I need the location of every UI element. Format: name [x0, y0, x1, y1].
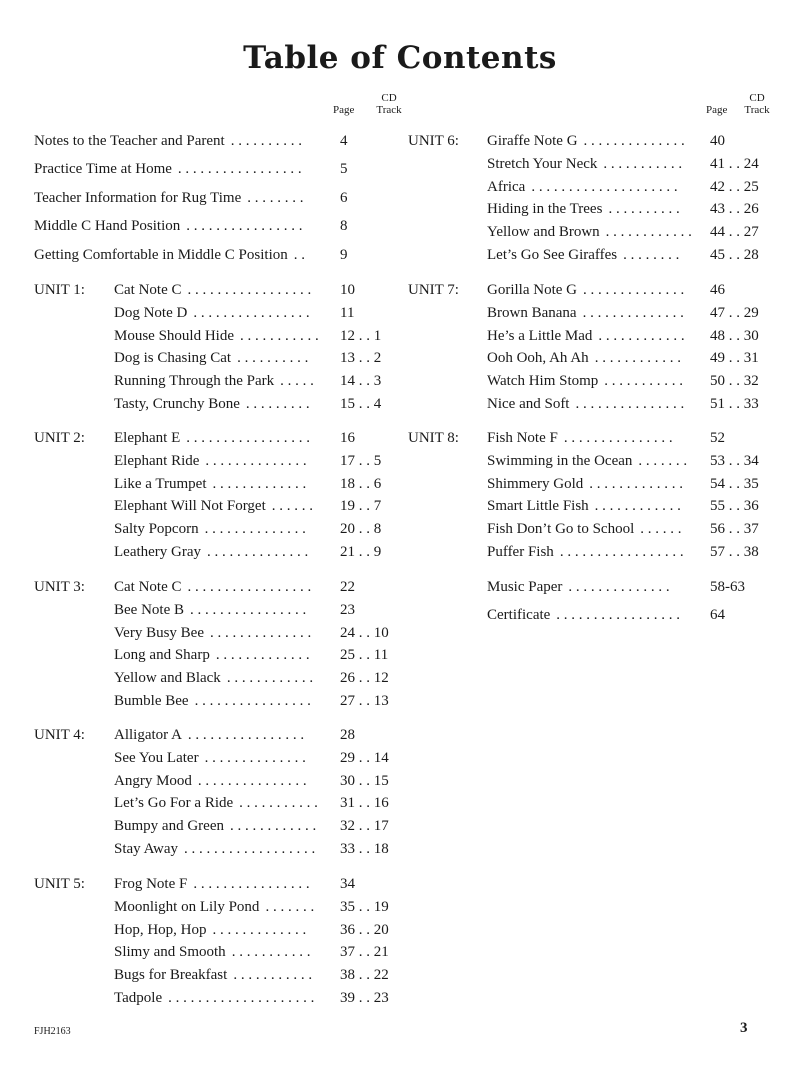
header-page-right: Page [706, 104, 728, 116]
toc-entry-title: Slimy and Smooth [114, 944, 226, 961]
toc-entry-leader: . . . . . . . . . . . . [594, 350, 681, 367]
toc-entry-leader: . . . . . . . . . . . . [594, 498, 681, 515]
toc-entry [487, 371, 761, 391]
toc-entry-title: Moonlight on Lily Pond [114, 898, 260, 915]
toc-entry [487, 303, 761, 323]
toc-entry [487, 451, 761, 471]
unit-label: UNIT 7: [408, 282, 459, 298]
toc-entry-page: 27 . . 13 [340, 693, 389, 709]
toc-entry-title: Dog is Chasing Cat [114, 350, 232, 367]
toc-entry [487, 177, 761, 197]
toc-entry-page: 6 [340, 190, 348, 206]
toc-entry-page: 24 . . 10 [340, 624, 389, 641]
toc-entry-leader: . . . . . . . . . . . . . . . [197, 772, 307, 789]
toc-entry-leader: . . . . . . . . . . [237, 350, 309, 367]
toc-entry-leader: . . . . . . . [265, 898, 315, 915]
toc-entry-leader: . . . . . . . . . . . . . [215, 647, 310, 664]
toc-entry [487, 131, 727, 151]
toc-entry-leader: . . . . . . . . . . . . . . [204, 521, 306, 538]
toc-entry-title: Elephant Ride [114, 452, 200, 469]
toc-entry-title: Watch Him Stomp [487, 373, 599, 390]
toc-entry-leader: . . . . . . . . . . . . . . [583, 133, 685, 149]
toc-entry-title: Salty Popcorn [114, 521, 199, 538]
toc-entry-title: Africa [487, 178, 526, 195]
toc-entry-leader: . . . . . . . . . . . . . . [568, 579, 670, 595]
toc-entry-title: Tadpole [114, 990, 163, 1006]
toc-entry-page: 37 . . 21 [340, 944, 389, 961]
toc-entry [114, 600, 357, 620]
toc-entry-leader: . . . . . . . . . . . . . . . . . . . . [168, 990, 315, 1006]
toc-entry-page: 31 . . 16 [340, 795, 389, 812]
toc-entry [114, 280, 357, 300]
toc-entry [114, 793, 391, 813]
toc-entry [487, 199, 761, 219]
header-track-left [369, 92, 409, 116]
toc-entry [114, 519, 383, 539]
toc-entry-page: 64 [710, 607, 725, 623]
toc-entry-leader: . . . . . . . . [623, 247, 680, 263]
toc-entry [114, 874, 357, 894]
toc-entry-title: Hiding in the Trees [487, 201, 603, 218]
toc-entry-title: See You Later [114, 749, 199, 766]
toc-entry [114, 897, 391, 917]
toc-entry [114, 965, 391, 985]
toc-entry-page: 35 . . 19 [340, 898, 389, 915]
toc-entry-leader: . . . . . . . . . . . . . . . . . [187, 579, 312, 595]
unit-label: UNIT 2: [34, 430, 85, 446]
toc-entry [114, 542, 383, 562]
toc-entry-page: 44 . . 27 [710, 224, 759, 241]
toc-entry-title: Cat Note C [114, 282, 182, 298]
toc-entry-title: Nice and Soft [487, 396, 570, 412]
toc-entry-page: 38 . . 22 [340, 967, 389, 984]
toc-entry-title: Hop, Hop, Hop [114, 921, 207, 938]
toc-entry-title: Dog Note D [114, 304, 188, 321]
unit-label: UNIT 4: [34, 727, 85, 743]
toc-entry-leader: . . . . . [280, 373, 314, 390]
toc-entry [487, 222, 761, 242]
toc-entry-title: Smart Little Fish [487, 498, 589, 515]
toc-entry [114, 942, 391, 962]
toc-entry-page: 49 . . 31 [710, 350, 759, 367]
toc-entry [114, 668, 391, 688]
toc-entry-page: 4 [340, 133, 348, 149]
toc-entry [34, 245, 350, 265]
toc-entry [114, 623, 391, 643]
toc-entry [114, 326, 383, 346]
toc-entry-leader: . . . . . . . . . . . . . . [207, 544, 309, 560]
toc-entry-page: 36 . . 20 [340, 921, 389, 938]
toc-entry-title: Like a Trumpet [114, 475, 207, 492]
toc-entry-page: 46 [710, 282, 725, 298]
toc-entry [487, 245, 761, 265]
header-track-bottom: Track [376, 104, 402, 116]
toc-entry-title: Brown Banana [487, 304, 577, 321]
toc-entry-page: 26 . . 12 [340, 670, 389, 687]
toc-entry-page: 45 . . 28 [710, 247, 759, 263]
toc-entry-leader: . . . . . . . . . . . . [226, 670, 314, 687]
page-title: Table of Contents [243, 40, 557, 76]
toc-entry [34, 131, 350, 151]
toc-entry-page: 32 . . 17 [340, 818, 389, 835]
toc-entry-leader: . . . . . . . . [247, 190, 304, 206]
toc-entry-leader: . . . . . . . . . . [608, 201, 680, 218]
toc-entry-page: 23 [340, 601, 355, 618]
toc-entry-title: He’s a Little Mad [487, 327, 593, 344]
toc-entry-page: 10 [340, 282, 355, 298]
toc-entry [487, 474, 761, 494]
toc-entry-leader: . . . . . . . . . . . . . . . . . [559, 544, 684, 560]
header-track-top: CD [381, 92, 397, 104]
toc-entry-title: Elephant E [114, 430, 181, 446]
toc-entry [487, 577, 747, 597]
toc-entry-leader: . . . . . . . . . . . . . . [204, 749, 306, 766]
toc-entry-page: 5 [340, 161, 348, 177]
toc-entry [114, 691, 391, 711]
toc-entry-title: Alligator A [114, 727, 182, 743]
toc-entry-title: Certificate [487, 607, 551, 623]
unit-label: UNIT 1: [34, 282, 85, 298]
unit-label: UNIT 3: [34, 579, 85, 595]
toc-entry-leader: . . . . . . [271, 498, 313, 515]
toc-entry [34, 159, 350, 179]
toc-entry [114, 394, 383, 414]
toc-entry-page: 30 . . 15 [340, 772, 389, 789]
toc-entry-title: Bumble Bee [114, 693, 189, 709]
toc-entry-leader: . . . . . . . . . . . . [598, 327, 685, 344]
toc-entry-title: Tasty, Crunchy Bone [114, 396, 240, 412]
toc-entry [114, 816, 391, 836]
header-track-bottom: Track [744, 104, 770, 116]
toc-entry-page: 42 . . 25 [710, 178, 759, 195]
toc-entry-leader: . . . . . . . . . . . [240, 327, 319, 344]
toc-entry-title: Getting Comfortable in Middle C Position [34, 247, 288, 263]
unit-label: UNIT 5: [34, 876, 85, 892]
toc-entry-title: Very Busy Bee [114, 624, 204, 641]
toc-entry-title: Frog Note F [114, 876, 188, 892]
toc-entry-page: 16 [340, 430, 355, 446]
toc-entry-page: 41 . . 24 [710, 155, 759, 172]
toc-entry-leader: . . . . . . . . . . [230, 133, 302, 149]
toc-entry-title: Puffer Fish [487, 544, 554, 560]
toc-entry-title: Teacher Information for Rug Time [34, 190, 242, 206]
toc-entry-leader: . . . . . . . . . . . . . . . [563, 430, 673, 446]
toc-entry-page: 53 . . 34 [710, 452, 759, 469]
toc-entry [114, 920, 391, 940]
toc-entry-leader: . . . . . . . . . . . . . . . . [189, 601, 307, 618]
toc-entry-leader: . . . . . . . . . . . [604, 373, 684, 390]
toc-entry-page: 50 . . 32 [710, 373, 759, 390]
toc-entry [114, 348, 383, 368]
toc-entry-leader: . . . . . . . . . . . . . . . . . [186, 430, 310, 446]
toc-entry-leader: . . . . . . . . . [245, 396, 310, 412]
toc-entry-page: 12 . . 1 [340, 327, 382, 344]
toc-entry-leader: . . . . . . . . . . . . . . [582, 304, 684, 321]
toc-entry-title: Elephant Will Not Forget [114, 498, 266, 515]
toc-entry-page: 48 . . 30 [710, 327, 759, 344]
toc-entry-page: 19 . . 7 [340, 498, 382, 515]
toc-entry-page: 22 [340, 579, 355, 595]
toc-entry-title: Leathery Gray [114, 544, 202, 560]
toc-entry-leader: . . . . . . . . . . . . . [589, 475, 683, 492]
toc-entry-page: 25 . . 11 [340, 647, 389, 664]
toc-entry-leader: . . . . . . . . . . . . . . . . . . . . [531, 178, 678, 195]
toc-entry [487, 348, 761, 368]
toc-entry [487, 605, 727, 625]
header-track-top: CD [749, 92, 765, 104]
toc-entry [114, 577, 357, 597]
toc-entry-page: 33 . . 18 [340, 841, 389, 857]
toc-entry-title: Notes to the Teacher and Parent [34, 133, 225, 149]
toc-entry-page: 11 [340, 304, 355, 321]
footer-page-number: 3 [740, 1020, 748, 1036]
toc-entry-title: Stay Away [114, 841, 179, 857]
toc-entry [114, 451, 383, 471]
toc-entry-page: 29 . . 14 [340, 749, 389, 766]
toc-entry-page: 21 . . 9 [340, 544, 382, 560]
toc-entry-page: 43 . . 26 [710, 201, 759, 218]
toc-entry [114, 496, 383, 516]
toc-entry-page: 58-63 [710, 579, 745, 595]
toc-entry [114, 428, 357, 448]
toc-entry-title: Practice Time at Home [34, 161, 172, 177]
header-page-left: Page [333, 104, 355, 116]
toc-entry-title: Stretch Your Neck [487, 155, 598, 172]
toc-entry-title: Swimming in the Ocean [487, 452, 633, 469]
toc-entry [114, 839, 391, 859]
toc-entry-leader: . . . . . . . . . . . . . . . . . . [184, 841, 316, 857]
toc-entry-leader: . . . . . . . . . . . . . [212, 475, 307, 492]
toc-entry-leader: . . . . . . [640, 521, 682, 538]
toc-entry-title: Mouse Should Hide [114, 327, 234, 344]
toc-entry-title: Middle C Hand Position [34, 218, 181, 234]
toc-entry-page: 40 [710, 133, 725, 149]
toc-entry-page: 13 . . 2 [340, 350, 382, 367]
toc-entry-page: 9 [340, 247, 348, 263]
toc-entry-page: 39 . . 23 [340, 990, 389, 1006]
toc-entry-page: 52 [710, 430, 725, 446]
toc-entry-leader: . . . . . . . . . . . . . . [582, 282, 685, 298]
toc-entry-page: 8 [340, 218, 348, 234]
header-track-right [737, 92, 777, 116]
toc-entry-title: Angry Mood [114, 772, 192, 789]
toc-entry-leader: . . . . . . . . . . . . [229, 818, 317, 835]
toc-entry-page: 51 . . 33 [710, 396, 759, 412]
toc-entry-leader: . . . . . . . . . . . . [605, 224, 692, 241]
toc-entry-page: 14 . . 3 [340, 373, 382, 390]
toc-entry-page: 34 [340, 876, 355, 892]
toc-entry-title: Fish Note F [487, 430, 558, 446]
toc-entry-leader: . . . . . . . . . . . [231, 944, 311, 961]
toc-entry-title: Bugs for Breakfast [114, 967, 228, 984]
toc-entry-title: Gorilla Note G [487, 282, 577, 298]
toc-entry-page: 47 . . 29 [710, 304, 759, 321]
toc-entry-leader: . . . . . . . . . . . . . . . . [193, 876, 310, 892]
toc-entry [487, 519, 761, 539]
toc-entry-leader: . . [293, 247, 305, 263]
toc-entry-leader: . . . . . . . . . . . . . . . . [193, 304, 310, 321]
toc-entry-page: 17 . . 5 [340, 452, 382, 469]
toc-entry-page: 18 . . 6 [340, 475, 382, 492]
toc-entry [487, 326, 761, 346]
toc-entry-leader: . . . . . . . . . . . . . . . . [186, 218, 303, 234]
toc-entry-leader: . . . . . . . . . . . . . . [205, 452, 307, 469]
toc-entry-title: Running Through the Park [114, 373, 275, 390]
toc-entry [114, 303, 356, 323]
toc-entry-title: Fish Don’t Go to School [487, 521, 635, 538]
toc-entry [114, 748, 391, 768]
toc-entry-page: 56 . . 37 [710, 521, 759, 538]
toc-entry [114, 474, 383, 494]
toc-entry-page: 54 . . 35 [710, 475, 759, 492]
toc-entry-leader: . . . . . . . . . . . . . . . . . [177, 161, 302, 177]
toc-entry-page: 15 . . 4 [340, 396, 382, 412]
toc-entry [487, 394, 761, 414]
toc-entry [487, 154, 761, 174]
toc-entry-leader: . . . . . . . [638, 452, 688, 469]
toc-entry-leader: . . . . . . . . . . . [239, 795, 318, 812]
toc-entry-leader: . . . . . . . . . . . . . . . . [187, 727, 305, 743]
toc-entry [487, 280, 727, 300]
footer-code: FJH2163 [34, 1026, 71, 1037]
toc-entry-page: 20 . . 8 [340, 521, 382, 538]
toc-entry-title: Music Paper [487, 579, 563, 595]
toc-entry [34, 188, 350, 208]
toc-entry-leader: . . . . . . . . . . . . . [212, 921, 307, 938]
toc-entry [34, 216, 350, 236]
toc-entry-leader: . . . . . . . . . . . . . . . . . [556, 607, 681, 623]
toc-entry [114, 988, 391, 1008]
toc-entry [114, 725, 357, 745]
toc-entry-title: Let’s Go See Giraffes [487, 247, 618, 263]
toc-entry [487, 496, 761, 516]
toc-entry-page: 57 . . 38 [710, 544, 759, 560]
toc-entry-title: Cat Note C [114, 579, 182, 595]
toc-entry [114, 645, 390, 665]
toc-entry-title: Let’s Go For a Ride [114, 795, 234, 812]
toc-entry-page: 28 [340, 727, 355, 743]
toc-entry-leader: . . . . . . . . . . . . . . . . [194, 693, 311, 709]
unit-label: UNIT 6: [408, 133, 459, 149]
toc-entry-leader: . . . . . . . . . . . [603, 155, 683, 172]
toc-entry [114, 771, 391, 791]
toc-entry-leader: . . . . . . . . . . . . . . . . . [187, 282, 312, 298]
toc-entry-title: Yellow and Black [114, 670, 221, 687]
toc-entry-page: 55 . . 36 [710, 498, 759, 515]
toc-entry-title: Ooh Ooh, Ah Ah [487, 350, 589, 367]
toc-entry-title: Bee Note B [114, 601, 184, 618]
toc-entry-title: Yellow and Brown [487, 224, 600, 241]
toc-entry [487, 428, 727, 448]
toc-entry-title: Long and Sharp [114, 647, 210, 664]
toc-entry-title: Bumpy and Green [114, 818, 224, 835]
toc-entry-title: Shimmery Gold [487, 475, 584, 492]
toc-entry-leader: . . . . . . . . . . . . . . . [575, 396, 685, 412]
toc-entry-leader: . . . . . . . . . . . . . . [210, 624, 312, 641]
toc-entry-leader: . . . . . . . . . . . [233, 967, 313, 984]
toc-entry [487, 542, 761, 562]
unit-label: UNIT 8: [408, 430, 459, 446]
toc-entry [114, 371, 383, 391]
toc-entry-title: Giraffe Note G [487, 133, 578, 149]
